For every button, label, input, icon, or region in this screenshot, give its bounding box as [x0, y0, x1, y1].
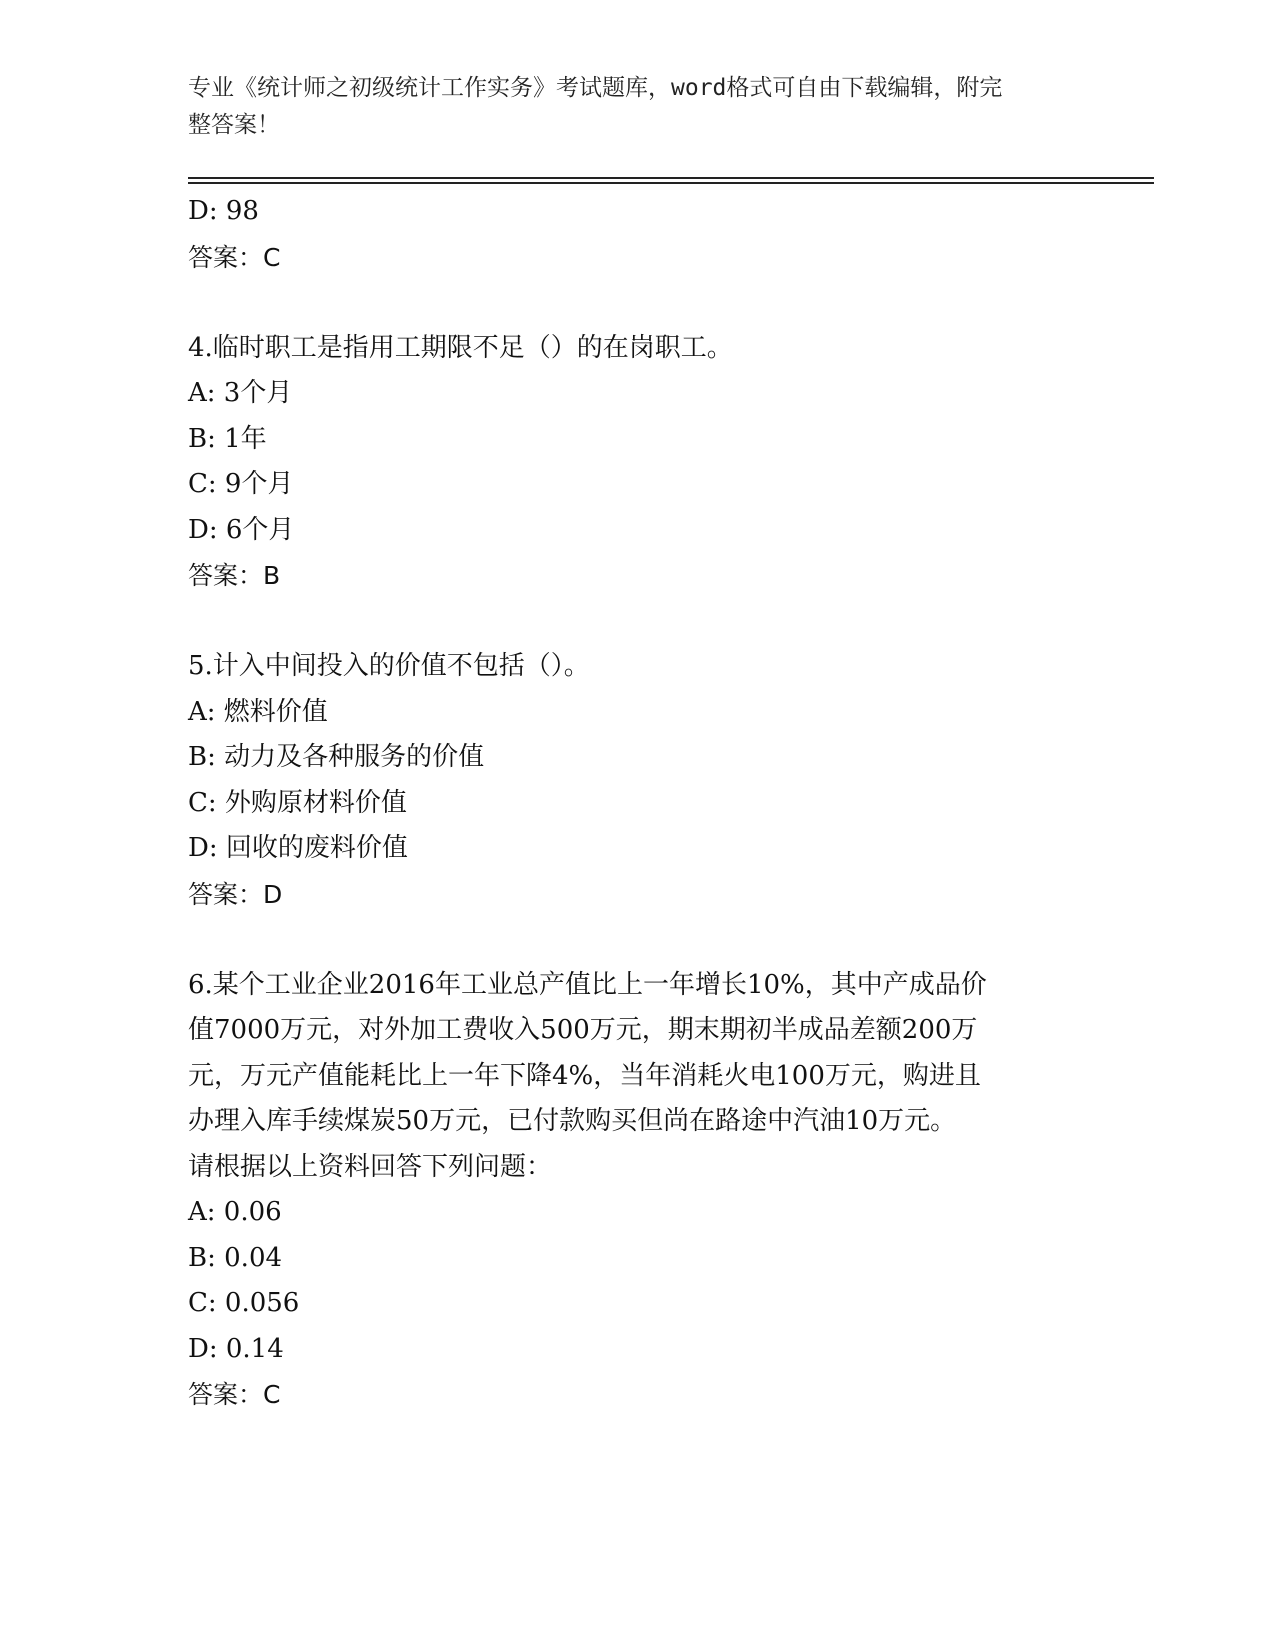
option-d: D: 0.14 — [188, 1333, 284, 1364]
option-c: C: 0.056 — [188, 1288, 300, 1318]
answer-line: 答案：B — [188, 561, 281, 590]
stem-line: 办理入库手续煤炭50万元，已付款购买但尚在路途中汽油10万元。 — [188, 1106, 957, 1136]
stem-line: 6.某个工业企业2016年工业总产值比上一年增长10%，其中产成品价 — [188, 969, 987, 1000]
stem-line: 值7000万元，对外加工费收入500万元，期末期初半成品差额200万 — [188, 1015, 978, 1045]
question-stem: 5.计入中间投入的价值不包括（）。 — [188, 651, 590, 681]
option-b: B: 0.04 — [188, 1242, 283, 1273]
spacer — [188, 280, 1088, 326]
header-divider-bottom — [188, 182, 1154, 184]
header-line-1: 专业《统计师之初级统计工作实务》考试题库，word格式可自由下载编辑，附完 — [188, 75, 1003, 101]
question-stem: 4.临时职工是指用工期限不足（）的在岗职工。 — [188, 332, 733, 363]
answer-line: 答案：C — [188, 1380, 281, 1409]
document-body — [188, 189, 1088, 1418]
answer-line: 答案：C — [188, 242, 281, 272]
option-a: A: 3个月 — [188, 378, 293, 408]
spacer — [188, 917, 1088, 963]
option-a: A: 0.06 — [188, 1197, 282, 1227]
question-3-tail — [188, 189, 1088, 280]
header-divider-top — [188, 177, 1154, 179]
option-d: D: 6个月 — [188, 514, 295, 545]
option-c: C: 外购原材料价值 — [188, 787, 407, 818]
option-d: D: 98 — [188, 196, 259, 226]
option-b: B: 动力及各种服务的价值 — [188, 742, 485, 772]
question-stem — [188, 963, 1068, 1191]
stem-line: 请根据以上资料回答下列问题： — [188, 1151, 553, 1182]
question-4 — [188, 326, 1088, 599]
spacer — [188, 599, 1088, 645]
option-c: C: 9个月 — [188, 469, 294, 499]
header-line-2: 整答案！ — [188, 112, 280, 138]
page-header — [188, 70, 1088, 144]
answer-line: 答案：D — [188, 879, 283, 909]
option-b: B: 1年 — [188, 423, 267, 454]
option-a: A: 燃料价值 — [188, 696, 328, 727]
stem-line: 元，万元产值能耗比上一年下降4%，当年消耗火电100万元，购进且 — [188, 1060, 981, 1091]
question-6 — [188, 963, 1088, 1418]
option-d: D: 回收的废料价值 — [188, 833, 408, 863]
question-5 — [188, 644, 1088, 917]
